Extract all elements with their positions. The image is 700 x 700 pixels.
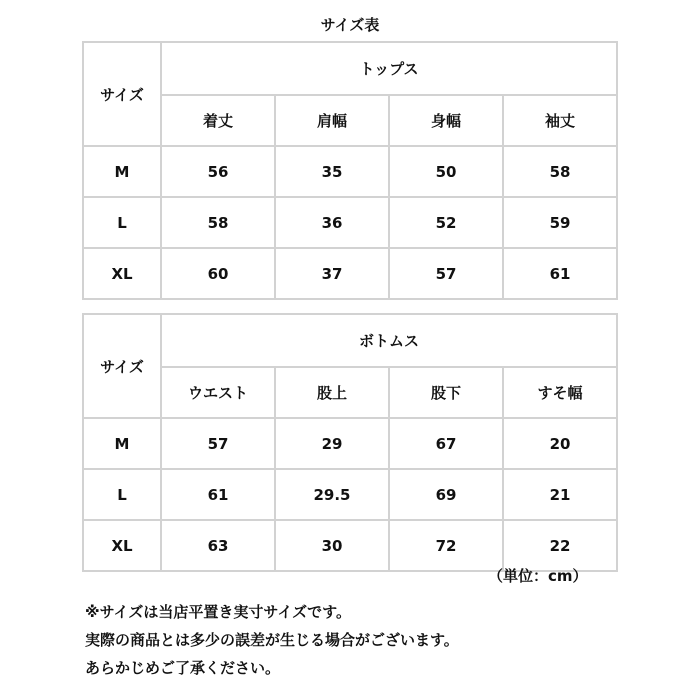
table-cell: 37 bbox=[275, 248, 389, 299]
table-cell: 60 bbox=[161, 248, 275, 299]
table-cell: 72 bbox=[389, 520, 503, 571]
column-header: 肩幅 bbox=[275, 95, 389, 146]
table-cell: 36 bbox=[275, 197, 389, 248]
note-line: 実際の商品とは多少の誤差が生じる場合がございます。 bbox=[85, 631, 459, 649]
table-cell: 69 bbox=[389, 469, 503, 520]
table-cell: 30 bbox=[275, 520, 389, 571]
size-label: M bbox=[83, 146, 161, 197]
table-cell: 59 bbox=[503, 197, 617, 248]
column-header: 身幅 bbox=[389, 95, 503, 146]
table-cell: 56 bbox=[161, 146, 275, 197]
table-row bbox=[83, 469, 617, 520]
table-cell: 61 bbox=[503, 248, 617, 299]
table-cell: 21 bbox=[503, 469, 617, 520]
size-header: サイズ bbox=[83, 42, 161, 146]
table-cell: 52 bbox=[389, 197, 503, 248]
size-label: XL bbox=[83, 248, 161, 299]
bottoms-size-table bbox=[82, 313, 618, 572]
table-cell: 35 bbox=[275, 146, 389, 197]
column-header: 股上 bbox=[275, 367, 389, 418]
table-cell: 58 bbox=[161, 197, 275, 248]
table-cell: 20 bbox=[503, 418, 617, 469]
column-header: 股下 bbox=[389, 367, 503, 418]
size-label: XL bbox=[83, 520, 161, 571]
table-cell: 57 bbox=[389, 248, 503, 299]
column-header: 袖丈 bbox=[503, 95, 617, 146]
size-label: M bbox=[83, 418, 161, 469]
size-label: L bbox=[83, 197, 161, 248]
table-cell: 57 bbox=[161, 418, 275, 469]
table-row bbox=[83, 418, 617, 469]
table-cell: 22 bbox=[503, 520, 617, 571]
table-cell: 61 bbox=[161, 469, 275, 520]
table-row bbox=[83, 248, 617, 299]
column-header: すそ幅 bbox=[503, 367, 617, 418]
note-line: ※サイズは当店平置き実寸サイズです。 bbox=[85, 603, 351, 621]
size-notes bbox=[85, 598, 459, 682]
table-row bbox=[83, 520, 617, 571]
page-title: サイズ表 bbox=[320, 16, 380, 34]
note-line: あらかじめご了承ください。 bbox=[85, 659, 281, 677]
tops-size-table bbox=[82, 41, 618, 300]
table-row bbox=[83, 197, 617, 248]
table-cell: 63 bbox=[161, 520, 275, 571]
table-cell: 29.5 bbox=[275, 469, 389, 520]
table-row bbox=[83, 146, 617, 197]
bottoms-group-header: ボトムス bbox=[161, 314, 617, 367]
table-cell: 67 bbox=[389, 418, 503, 469]
size-header: サイズ bbox=[83, 314, 161, 418]
column-header: ウエスト bbox=[161, 367, 275, 418]
table-cell: 50 bbox=[389, 146, 503, 197]
column-header: 着丈 bbox=[161, 95, 275, 146]
table-cell: 29 bbox=[275, 418, 389, 469]
table-cell: 58 bbox=[503, 146, 617, 197]
unit-note: （単位：cm） bbox=[488, 567, 588, 585]
size-label: L bbox=[83, 469, 161, 520]
tops-group-header: トップス bbox=[161, 42, 617, 95]
